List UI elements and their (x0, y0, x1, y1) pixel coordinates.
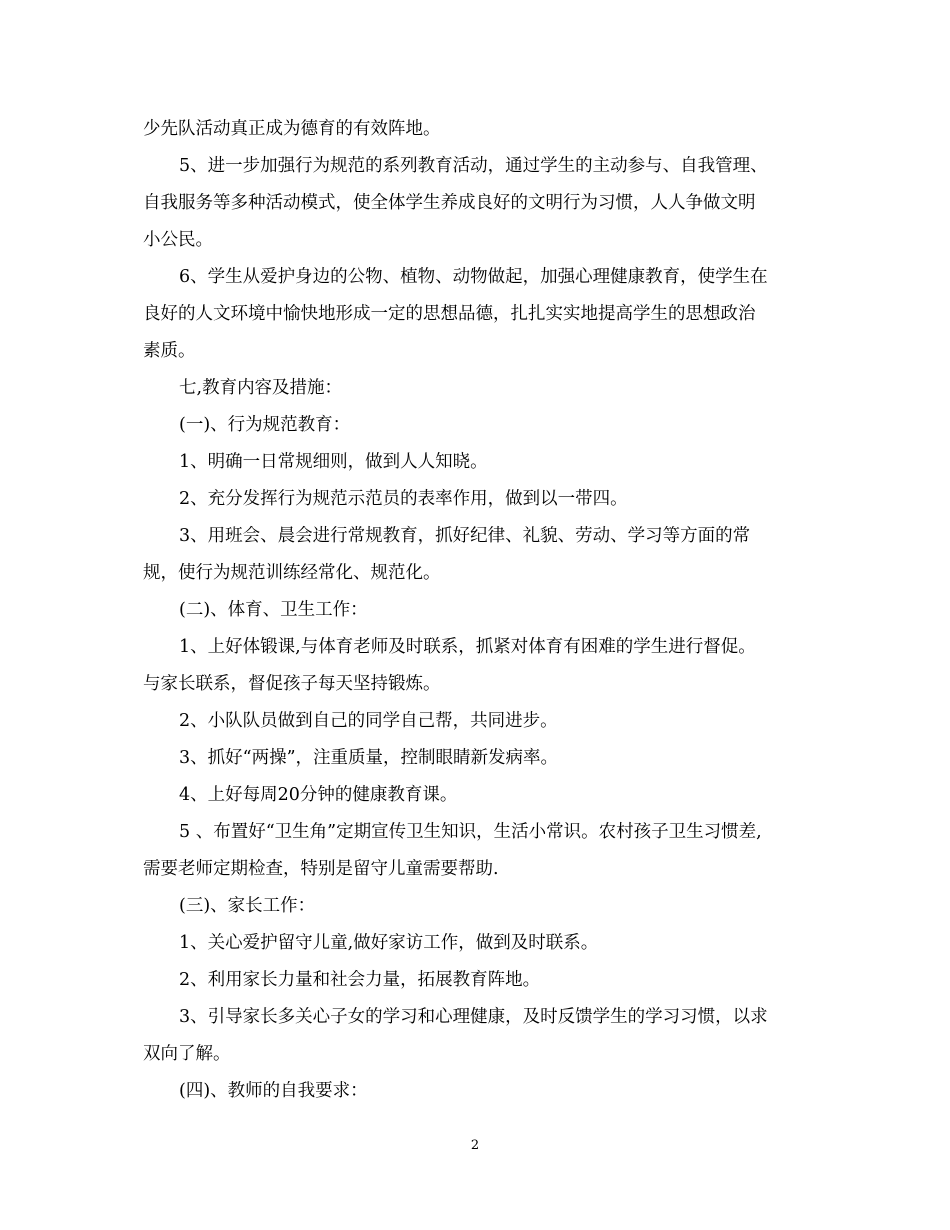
text-line: 自我服务等多种活动模式，使全体学生养成良好的文明行为习惯，人人争做文明 (143, 193, 756, 213)
text-line: 3、引导家长多关心子女的学习和心理健康，及时反馈学生的学习习惯，以求 (179, 1007, 768, 1027)
text-line: 3、抓好“两操”，注重质量，控制眼睛新发病率。 (179, 748, 559, 768)
section-heading: 七,教育内容及措施： (179, 378, 343, 398)
text-line: 1、关心爱护留守儿童,做好家访工作，做到及时联系。 (179, 933, 599, 953)
text-line: 3、用班会、晨会进行常规教育，抓好纪律、礼貌、劳动、学习等方面的常 (179, 526, 751, 546)
text-line: 与家长联系，督促孩子每天坚持锻炼。 (143, 674, 441, 694)
text-line: 双向了解。 (143, 1044, 231, 1064)
page-number: 2 (470, 1138, 480, 1153)
text-line: 5 、布置好“卫生角”定期宣传卫生知识，生活小常识。农村孩子卫生习惯差, (179, 822, 762, 842)
text-line: 需要老师定期检查，特别是留守儿童需要帮助. (143, 859, 499, 879)
text-line: 少先队活动真正成为德育的有效阵地。 (143, 119, 441, 139)
subsection-heading: (一)、行为规范教育： (179, 415, 351, 435)
text-line: 4、上好每周20分钟的健康教育课。 (179, 785, 458, 805)
text-line: 良好的人文环境中愉快地形成一定的思想品德，扎扎实实地提高学生的思想政治 (143, 304, 756, 324)
text-line: 2、小队队员做到自己的同学自己帮，共同进步。 (179, 711, 558, 731)
subsection-heading: (二)、体育、卫生工作： (179, 600, 368, 620)
text-line: 6、学生从爱护身边的公物、植物、动物做起，加强心理健康教育，使学生在 (179, 267, 768, 287)
text-line: 小公民。 (143, 230, 213, 250)
text-line: 5、进一步加强行为规范的系列教育活动，通过学生的主动参与、自我管理、 (179, 156, 768, 176)
subsection-heading: (三)、家长工作： (179, 896, 316, 916)
text-line: 2、利用家长力量和社会力量，拓展教育阵地。 (179, 970, 541, 990)
subsection-heading: (四)、教师的自我要求： (179, 1081, 368, 1101)
text-line: 1、上好体锻课,与体育老师及时联系，抓紧对体育有困难的学生进行督促。 (179, 637, 756, 657)
text-line: 1、明确一日常规细则，做到人人知晓。 (179, 452, 488, 472)
text-line: 2、充分发挥行为规范示范员的表率作用，做到以一带四。 (179, 489, 628, 509)
text-line: 素质。 (143, 341, 196, 361)
text-line: 规，使行为规范训练经常化、规范化。 (143, 563, 441, 583)
